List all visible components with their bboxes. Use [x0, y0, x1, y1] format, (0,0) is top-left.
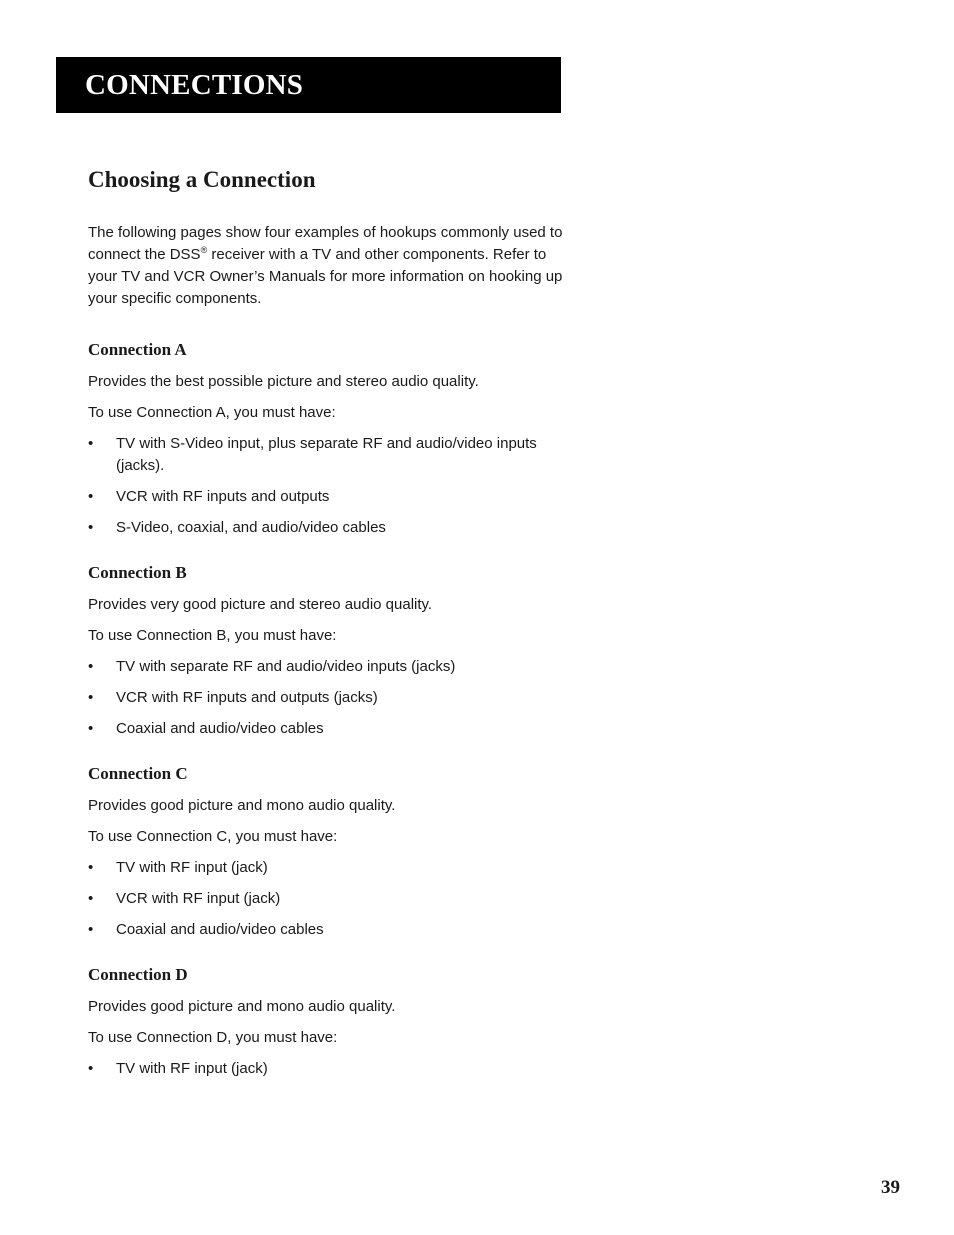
- list-item: • Coaxial and audio/video cables: [88, 720, 324, 737]
- list-item: • VCR with RF inputs and outputs: [88, 488, 330, 505]
- list-item: • TV with separate RF and audio/video inputs (jacks): [88, 658, 456, 675]
- requirements-intro: To use Connection D, you must have:: [88, 1029, 338, 1046]
- list-item: • TV with S-Video input, plus separate RF and audio/video inputs (jacks).: [88, 435, 537, 474]
- page-number: 39: [881, 1177, 900, 1198]
- connection-description: Provides good picture and mono audio quality.: [88, 998, 396, 1015]
- section-title: CONNECTIONS: [85, 68, 304, 101]
- connection-description: Provides the best possible picture and stereo audio quality.: [88, 373, 479, 390]
- connection-description: Provides good picture and mono audio quality.: [88, 797, 396, 814]
- connection-heading: Connection B: [88, 563, 187, 582]
- requirements-intro: To use Connection A, you must have:: [88, 404, 336, 421]
- connection-heading: Connection D: [88, 965, 188, 984]
- connection-d-section: [88, 964, 568, 1080]
- requirements-list: [88, 1058, 568, 1080]
- list-item: • VCR with RF input (jack): [88, 890, 281, 907]
- connection-heading: Connection C: [88, 764, 188, 783]
- requirements-intro: To use Connection B, you must have:: [88, 627, 337, 644]
- list-item: • VCR with RF inputs and outputs (jacks): [88, 689, 378, 706]
- requirements-list: [88, 656, 568, 740]
- connection-heading: Connection A: [88, 340, 187, 359]
- intro-paragraph: The following pages show four examples of hookups commonly used to connect the DSS® receiver with a TV and other components. Refer to your TV and VCR Owner’s Manuals for more information on hooking up your specific components.: [88, 224, 563, 307]
- registered-mark: ®: [200, 245, 208, 255]
- requirements-list: [88, 433, 568, 539]
- connection-c-section: [88, 763, 568, 941]
- connection-b-section: [88, 562, 568, 740]
- requirements-list: [88, 857, 568, 941]
- requirements-intro: To use Connection C, you must have:: [88, 828, 338, 845]
- page-content: [88, 164, 568, 1103]
- list-item: • Coaxial and audio/video cables: [88, 921, 324, 938]
- list-item: • TV with RF input (jack): [88, 1060, 268, 1077]
- connection-a-section: [88, 339, 568, 539]
- page-title: Choosing a Connection: [88, 167, 316, 192]
- list-item: • S-Video, coaxial, and audio/video cables: [88, 519, 386, 536]
- list-item: • TV with RF input (jack): [88, 859, 268, 876]
- section-banner: [56, 57, 561, 113]
- connection-description: Provides very good picture and stereo audio quality.: [88, 596, 433, 613]
